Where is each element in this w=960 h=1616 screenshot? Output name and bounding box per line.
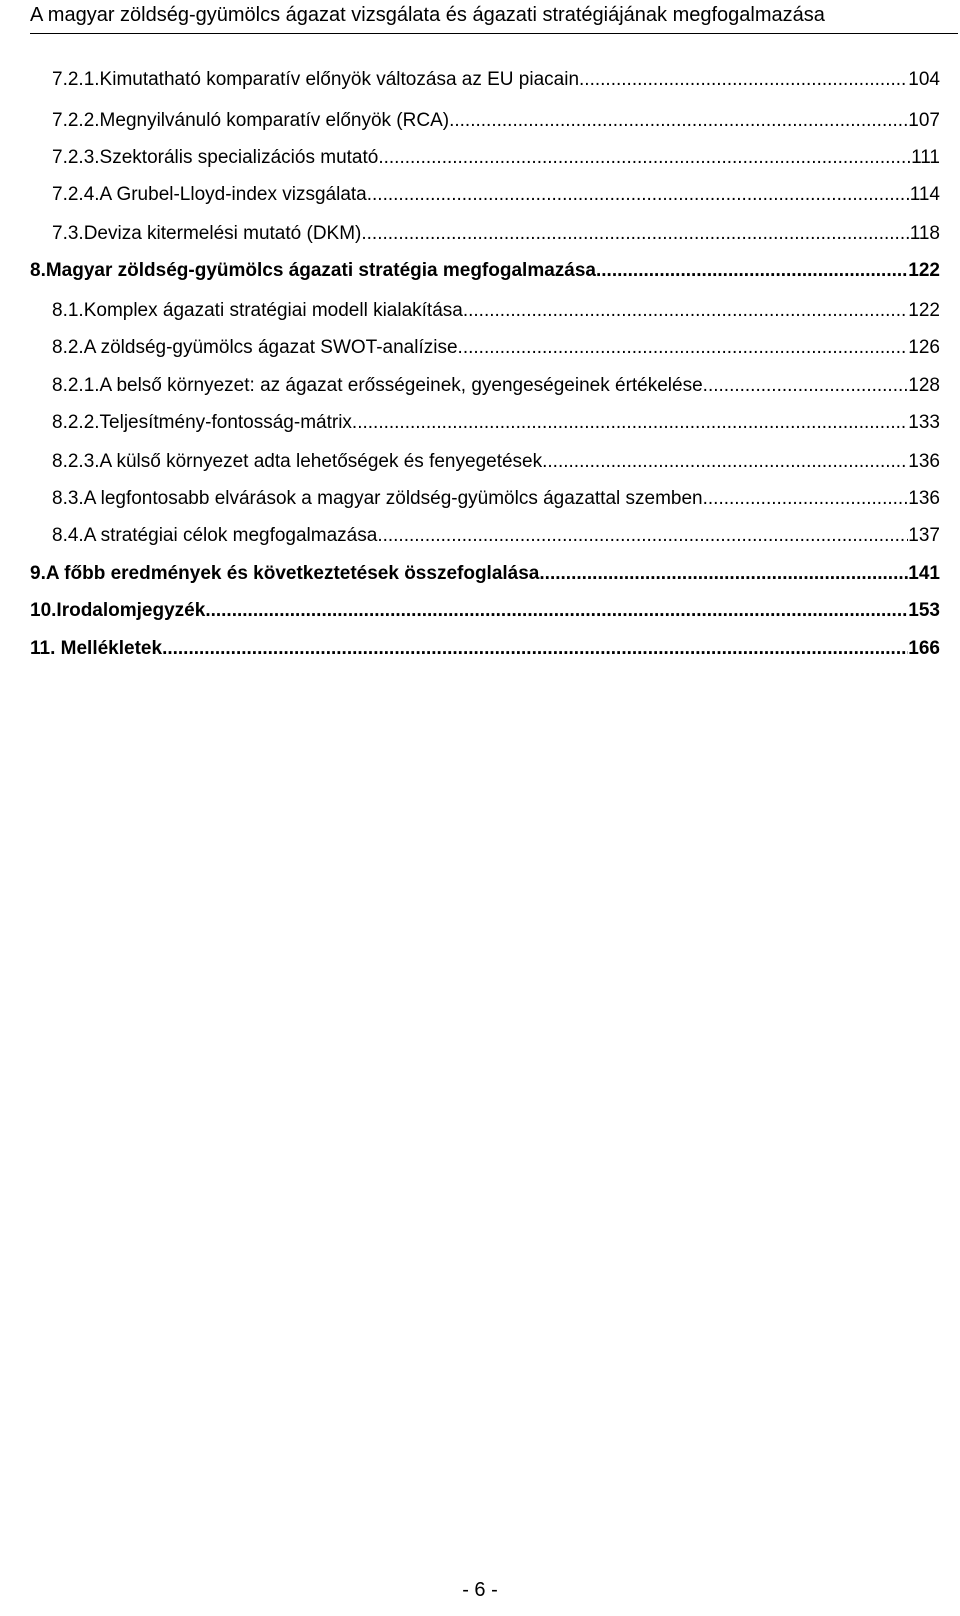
toc-entry-title: Magyar zöldség-gyümölcs ágazati stratégia megfogalmazása (45, 260, 596, 281)
toc-entry-page: 122 (908, 300, 940, 321)
dot-leader (205, 599, 908, 623)
toc-entry-page: 128 (908, 375, 940, 396)
toc-entry-7-2-4[interactable] (52, 183, 940, 207)
toc-entry-title: Irodalomjegyzék (56, 600, 206, 621)
toc-entry-number: 8.2. (52, 337, 84, 358)
toc-entry-number: 9. (30, 563, 46, 584)
toc-entry-7-2-2[interactable] (52, 109, 940, 133)
toc-entry-page: 133 (908, 412, 940, 433)
toc-entry-number: 10. (30, 600, 57, 621)
toc-entry-number: 7.2.1. (52, 69, 100, 90)
toc-entry-title: A főbb eredmények és következtetések összefoglalása (45, 563, 540, 584)
toc-entry-title: A külső környezet adta lehetőségek és fenyegetések (99, 451, 543, 472)
page-number: - 6 - (462, 1579, 498, 1601)
dot-leader (377, 524, 908, 548)
toc-entry-11[interactable] (30, 637, 940, 661)
toc-entry-7-3[interactable] (52, 222, 940, 246)
table-of-contents (0, 0, 960, 760)
toc-entry-title: A Grubel-Lloyd-index vizsgálata (99, 184, 367, 205)
toc-entry-page: 141 (908, 563, 940, 584)
toc-entry-title: Megnyilvánuló komparatív előnyök (RCA) (99, 110, 450, 131)
toc-entry-number: 8.1. (52, 300, 84, 321)
toc-entry-page: 126 (908, 337, 940, 358)
toc-entry-title: Komplex ágazati stratégiai modell kialakítása (83, 300, 463, 321)
toc-entry-number: 8.4. (52, 525, 84, 546)
toc-entry-number: 7.2.3. (52, 147, 100, 168)
toc-entry-page: 107 (908, 110, 940, 131)
toc-entry-number: 7.2.4. (52, 184, 100, 205)
toc-entry-number: 8.2.1. (52, 375, 100, 396)
dot-leader (449, 109, 908, 133)
dot-leader (703, 487, 909, 511)
dot-leader (463, 299, 908, 323)
toc-entry-page: 114 (909, 184, 940, 205)
running-header: A magyar zöldség-gyümölcs ágazat vizsgálata és ágazati stratégiájának megfogalmazása (30, 4, 825, 26)
toc-entry-8-2-3[interactable] (52, 450, 940, 474)
toc-entry-page: 111 (911, 147, 940, 168)
toc-entry-8[interactable] (30, 259, 940, 283)
dot-leader (579, 68, 908, 92)
toc-entry-number: 7.3. (52, 223, 84, 244)
toc-entry-7-2-1[interactable] (52, 68, 940, 92)
toc-entry-title: Szektorális specializációs mutató (99, 147, 379, 168)
toc-entry-8-2[interactable] (52, 336, 940, 360)
toc-entry-page: 136 (908, 451, 940, 472)
toc-entry-10[interactable] (30, 599, 940, 623)
toc-entry-page: 137 (908, 525, 940, 546)
toc-entry-title: A zöldség-gyümölcs ágazat SWOT-analízise (83, 337, 458, 358)
toc-entry-number: 7.2.2. (52, 110, 100, 131)
toc-entry-title: Deviza kitermelési mutató (DKM) (83, 223, 362, 244)
toc-entry-8-2-2[interactable] (52, 411, 940, 435)
toc-entry-number: 11. (30, 638, 61, 659)
toc-entry-number: 8.2.3. (52, 451, 100, 472)
toc-entry-title: Teljesítmény-fontosság-mátrix (99, 412, 352, 433)
toc-entry-page: 122 (908, 260, 940, 281)
toc-entry-title: A legfontosabb elvárások a magyar zöldség-gyümölcs ágazattal szemben (83, 488, 703, 509)
toc-entry-title: A stratégiai célok megfogalmazása (83, 525, 378, 546)
toc-entry-8-2-1[interactable] (52, 374, 940, 398)
toc-entry-number: 8.3. (52, 488, 84, 509)
dot-leader (352, 411, 908, 435)
toc-entry-title: Mellékletek (60, 638, 163, 659)
toc-entry-page: 136 (908, 488, 940, 509)
toc-entry-page: 166 (908, 638, 940, 659)
dot-leader (458, 336, 909, 360)
dot-leader (542, 450, 908, 474)
toc-entry-page: 118 (909, 223, 940, 244)
toc-entry-8-3[interactable] (52, 487, 940, 511)
toc-entry-number: 8. (30, 260, 46, 281)
toc-entry-9[interactable] (30, 562, 940, 586)
toc-entry-7-2-3[interactable] (52, 146, 940, 170)
toc-entry-8-4[interactable] (52, 524, 940, 548)
dot-leader (361, 222, 909, 246)
dot-leader (367, 183, 910, 207)
toc-entry-8-1[interactable] (52, 299, 940, 323)
toc-entry-number: 8.2.2. (52, 412, 100, 433)
dot-leader (703, 374, 909, 398)
toc-entry-title: Kimutatható komparatív előnyök változása az EU piacain (99, 69, 580, 90)
dot-leader (162, 637, 908, 661)
toc-entry-title: A belső környezet: az ágazat erősségeinek, gyengeségeinek értékelése (99, 375, 703, 396)
dot-leader (596, 259, 908, 283)
dot-leader (378, 146, 911, 170)
toc-entry-page: 153 (908, 600, 940, 621)
toc-entry-page: 104 (908, 69, 940, 90)
dot-leader (539, 562, 908, 586)
